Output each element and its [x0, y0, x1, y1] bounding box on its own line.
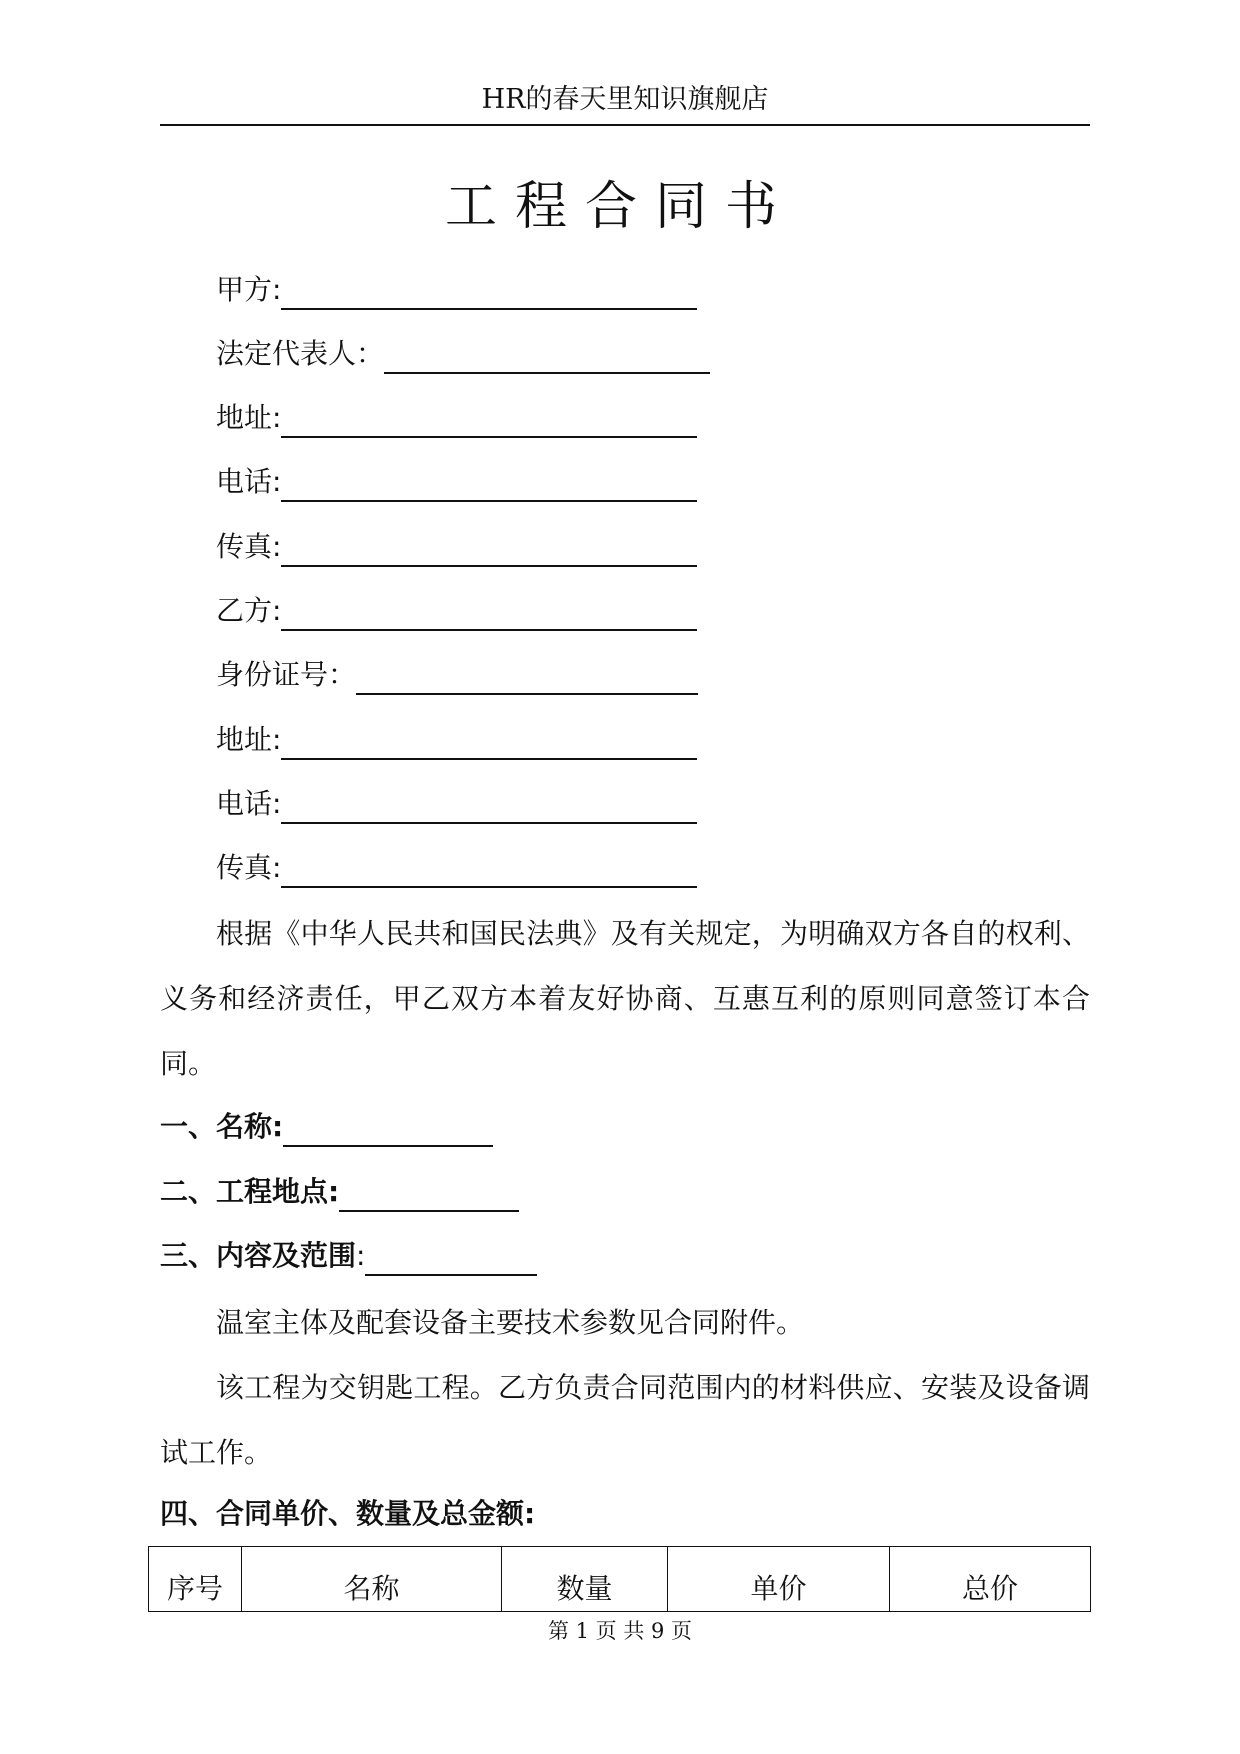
table-header-cell: 数量	[502, 1547, 668, 1612]
party-a-rep-row	[216, 334, 710, 374]
party-b-id-blank[interactable]	[356, 659, 698, 695]
party-a-phone-row	[216, 462, 697, 502]
page-footer: 第 1 页 共 9 页	[547, 1619, 693, 1643]
party-a-phone-blank[interactable]	[281, 466, 697, 502]
section-3-blank[interactable]	[365, 1240, 537, 1276]
party-a-name-label: 甲方:	[216, 273, 282, 306]
party-a-name-row	[216, 270, 697, 310]
party-b-address-label: 地址:	[216, 723, 282, 756]
section-3-colon: :	[356, 1239, 366, 1272]
party-b-phone-row	[216, 784, 697, 824]
section-3-paragraph-2: 该工程为交钥匙工程。乙方负责合同范围内的材料供应、安装及设备调试工作。	[160, 1371, 1090, 1469]
party-b-fax-label: 传真:	[216, 851, 282, 884]
party-b-id-row	[216, 655, 698, 695]
section-3-paragraph-1: 温室主体及配套设备主要技术参数见合同附件。	[216, 1306, 805, 1339]
section-1-heading: 一、名称:	[160, 1110, 284, 1143]
section-3-heading: 三、内容及范围	[160, 1239, 357, 1272]
party-b-name-label: 乙方:	[216, 594, 282, 627]
document-title: 工程合同书	[444, 177, 795, 237]
party-a-fax-label: 传真:	[216, 530, 282, 563]
table-header-cell: 序号	[149, 1547, 242, 1612]
party-b-fax-blank[interactable]	[281, 852, 697, 888]
party-b-id-label: 身份证号：	[216, 658, 357, 691]
section-2-blank[interactable]	[339, 1176, 519, 1212]
party-b-phone-blank[interactable]	[281, 788, 697, 824]
section-1-blank[interactable]	[283, 1111, 493, 1147]
intro-paragraph: 根据《中华人民共和国民法典》及有关规定，为明确双方各自的权利、义务和经济责任，甲乙双方本着友好协商、互惠互利的原则同意签订本合同。	[160, 917, 1090, 1080]
party-b-fax-row	[216, 848, 697, 888]
table-header-cell: 总价	[890, 1547, 1091, 1612]
section-3-row	[160, 1236, 537, 1276]
party-a-rep-label: 法定代表人：	[216, 337, 385, 370]
party-b-name-blank[interactable]	[281, 595, 697, 631]
table-header-cell: 单价	[668, 1547, 890, 1612]
party-b-phone-label: 电话:	[216, 787, 282, 820]
party-a-address-blank[interactable]	[281, 402, 697, 438]
section-2-row	[160, 1172, 519, 1212]
party-a-fax-row	[216, 527, 697, 567]
price-table	[148, 1546, 1091, 1612]
party-a-phone-label: 电话:	[216, 465, 282, 498]
party-b-address-row	[216, 720, 697, 760]
table-header-cell: 名称	[242, 1547, 502, 1612]
party-a-rep-blank[interactable]	[384, 338, 710, 374]
party-a-name-blank[interactable]	[281, 274, 697, 310]
party-b-name-row	[216, 591, 697, 631]
party-b-address-blank[interactable]	[281, 724, 697, 760]
table-header-row	[149, 1547, 1091, 1612]
section-1-row	[160, 1107, 493, 1147]
party-a-address-label: 地址:	[216, 401, 282, 434]
party-a-fax-blank[interactable]	[281, 531, 697, 567]
party-a-address-row	[216, 398, 697, 438]
section-2-heading: 二、工程地点:	[160, 1175, 340, 1208]
section-4-heading: 四、合同单价、数量及总金额:	[160, 1497, 536, 1530]
page-header: HR的春天里知识旗舰店	[160, 80, 1090, 126]
